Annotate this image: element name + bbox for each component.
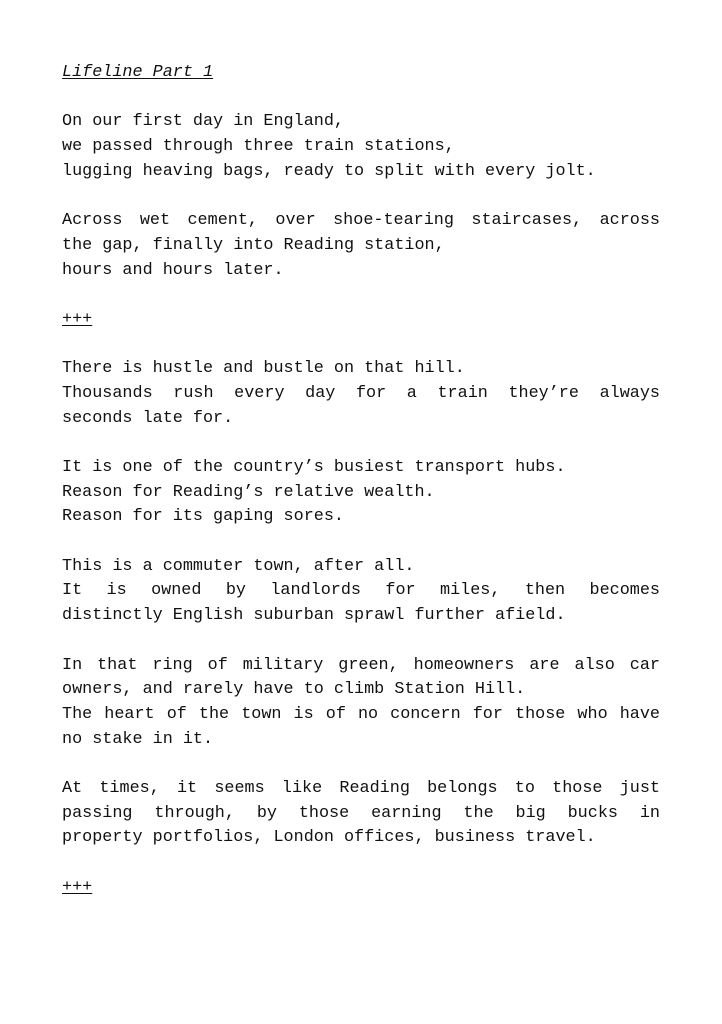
text-line: It is owned by landlords for miles, then becomes	[62, 581, 660, 601]
document-title: Lifeline Part 1	[62, 63, 214, 82]
section-separator: +++	[62, 877, 93, 897]
text-line: passing through, by those earning the big bucks in	[62, 803, 660, 823]
text-line: distinctly English suburban sprawl further afield.	[62, 606, 566, 626]
text-line: In that ring of military green, homeowners are also car	[62, 655, 660, 675]
text-line: On our first day in England,	[62, 112, 344, 132]
text-line: At times, it seems like Reading belongs to those just	[62, 778, 660, 798]
text-line: This is a commuter town, after all.	[62, 556, 415, 576]
text-line: we passed through three train stations,	[62, 137, 455, 157]
text-line: owners, and rarely have to climb Station Hill.	[62, 680, 526, 700]
text-line: It is one of the country’s busiest transport hubs.	[62, 458, 566, 477]
text-line: hours and hours later.	[62, 260, 284, 280]
text-line: Reason for Reading’s relative wealth.	[62, 482, 435, 502]
text-line: Across wet cement, over shoe-tearing staircases, across	[62, 211, 660, 231]
text-line: no stake in it.	[62, 729, 214, 749]
text-line: lugging heaving bags, ready to split with every jolt.	[62, 161, 596, 181]
text-line: Thousands rush every day for a train they’re always	[62, 383, 660, 403]
text-line: the gap, finally into Reading station,	[62, 235, 445, 255]
text-line: seconds late for.	[62, 408, 234, 428]
text-line: The heart of the town is of no concern for those who have	[62, 704, 660, 724]
text-line: Reason for its gaping sores.	[62, 507, 344, 527]
section-separator: +++	[62, 309, 93, 329]
document-page	[62, 61, 660, 900]
text-line: There is hustle and bustle on that hill.	[62, 359, 465, 379]
text-line: property portfolios, London offices, business travel.	[62, 828, 596, 848]
